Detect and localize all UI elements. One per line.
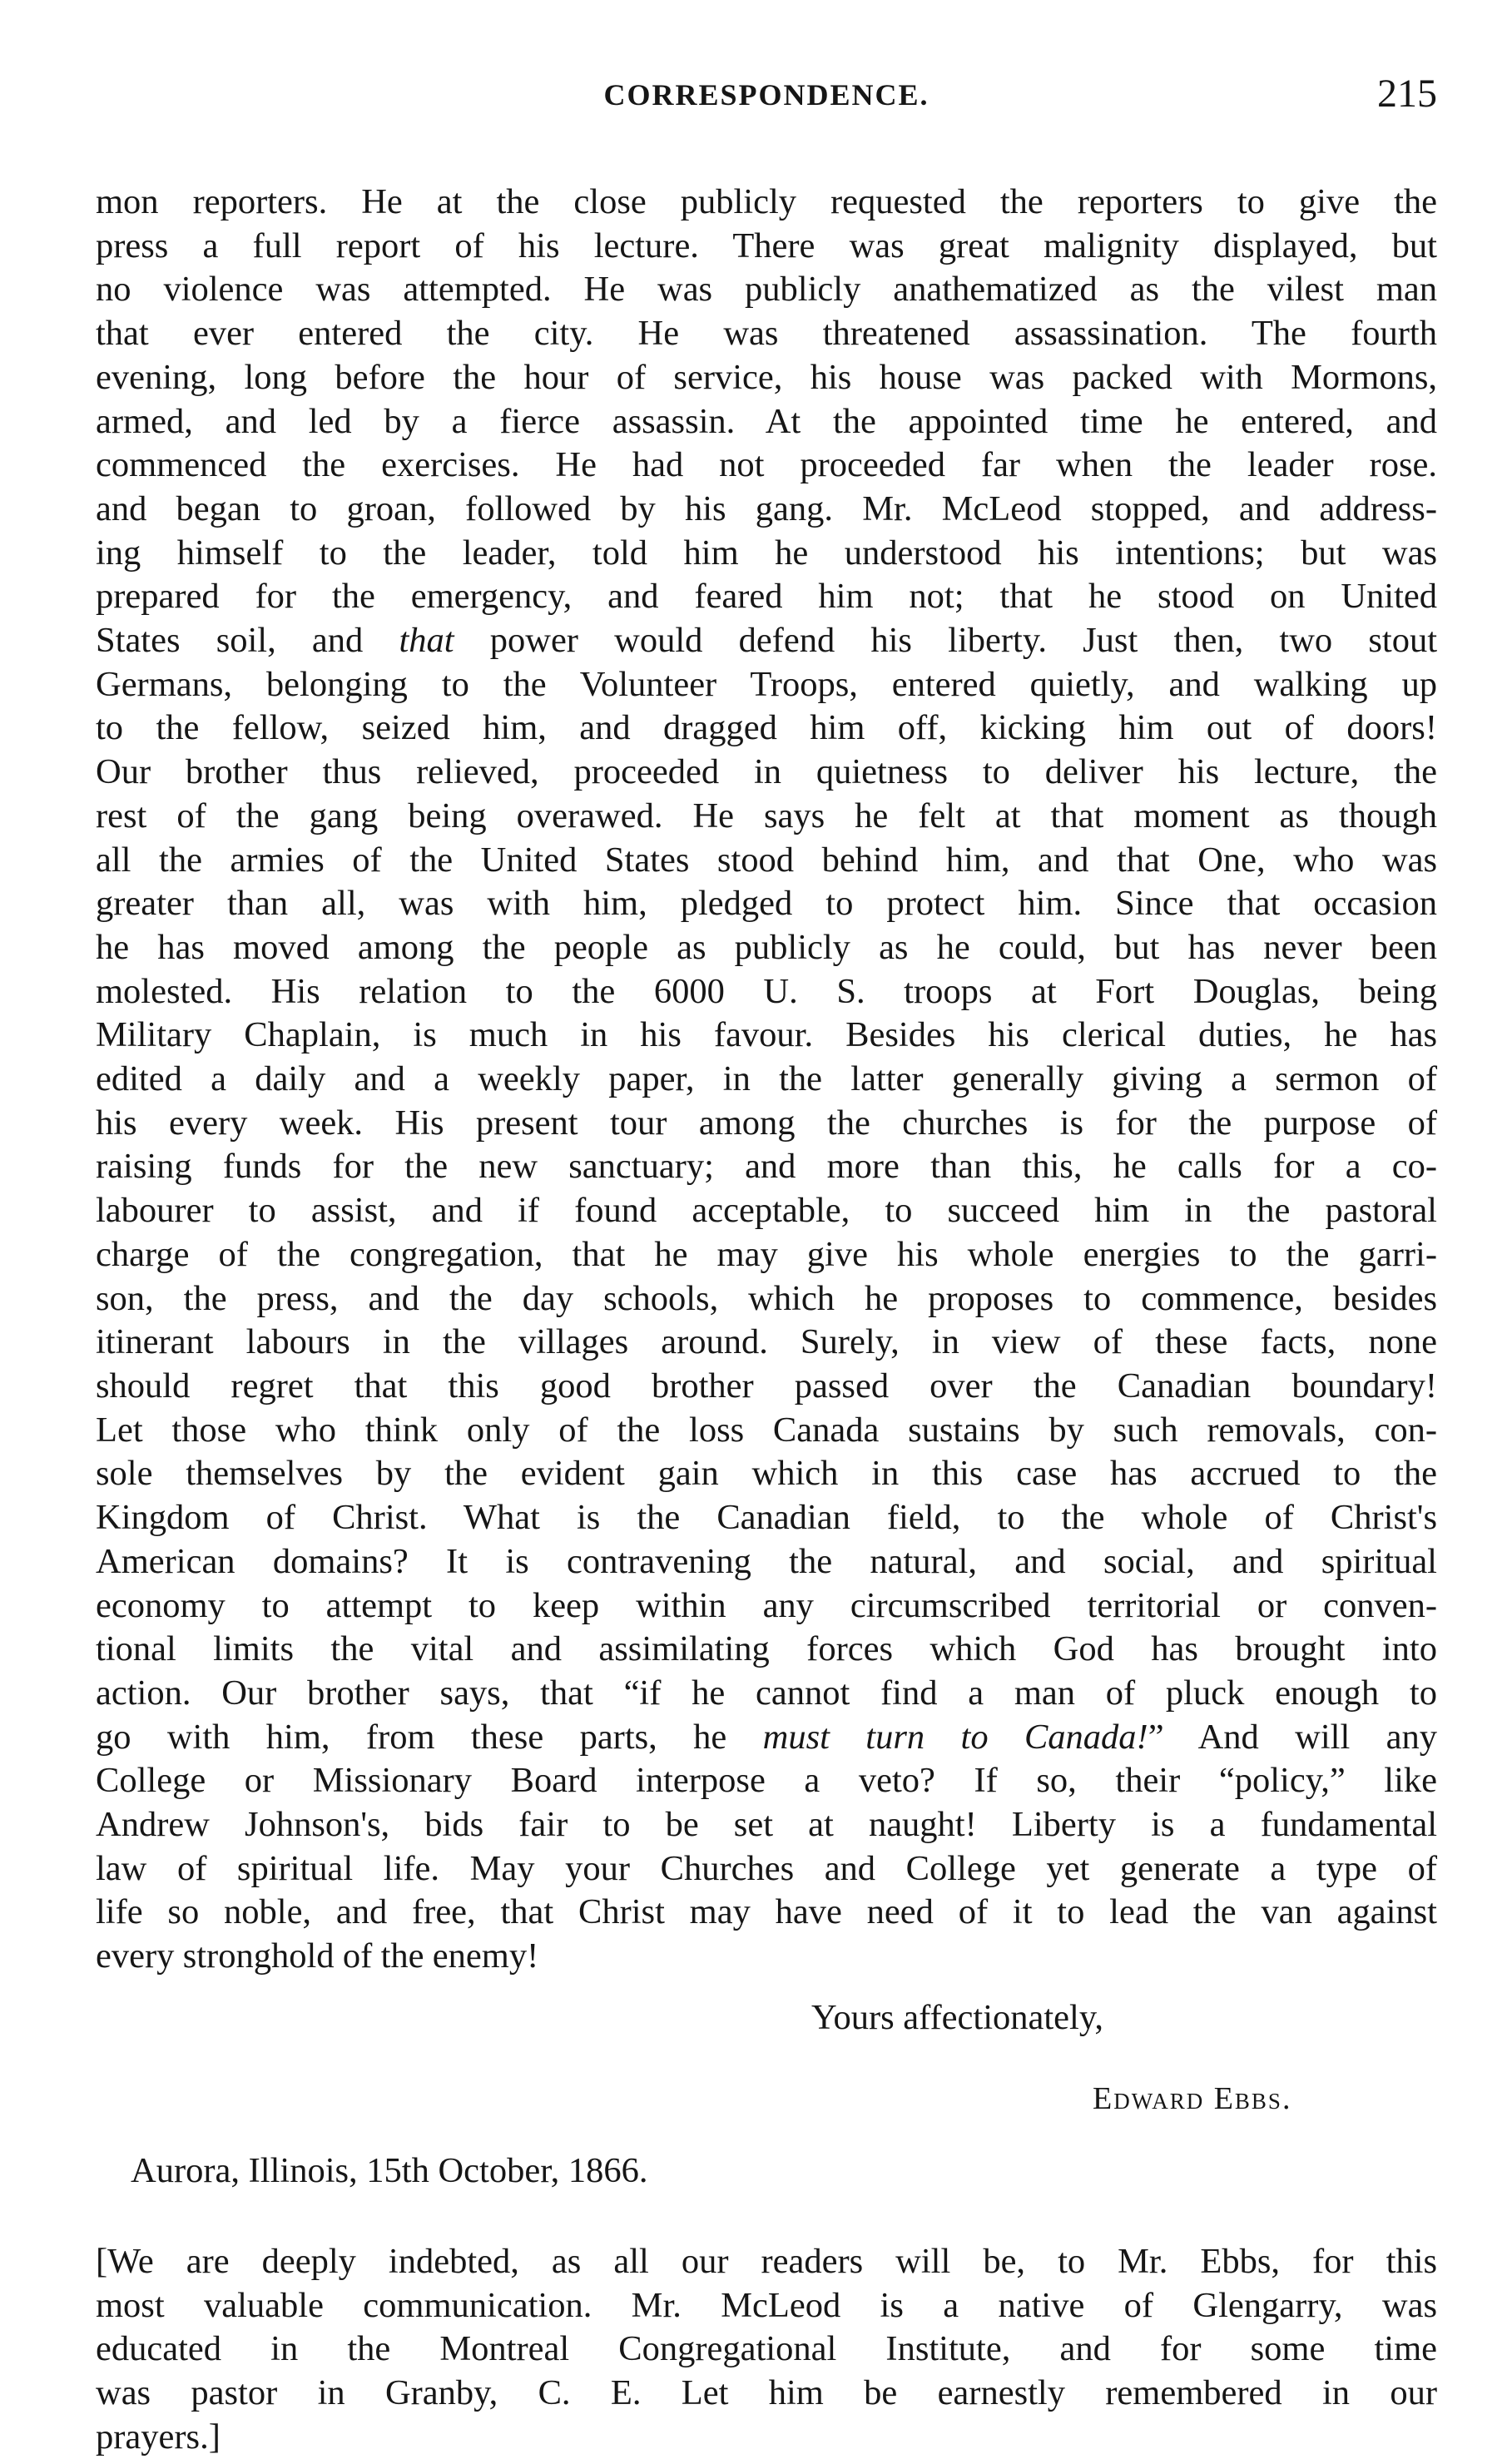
text-line: Military Chaplain, is much in his favour. Besides his clerical duties, he has (96, 1015, 1437, 1055)
text-line: prayers.] (96, 2417, 221, 2457)
text-line: prepared for the emergency, and feared him not; that he stood on United (96, 577, 1437, 617)
text-line: press a full report of his lecture. There was great malignity displayed, but (96, 226, 1437, 265)
text-line: sole themselves by the evident gain which in this case has accrued to the (96, 1454, 1437, 1494)
text-line: rest of the gang being overawed. He says he felt at that moment as though (96, 796, 1437, 835)
text-line: charge of the congregation, that he may give his whole energies to the garri- (96, 1234, 1437, 1274)
text-line: Germans, belonging to the Volunteer Troops, entered quietly, and walking up (96, 664, 1437, 704)
letter-closing: Yours affectionately, (811, 1997, 1103, 2037)
text-line: every stronghold of the enemy! (96, 1936, 539, 1976)
text-line: was pastor in Granby, C. E. Let him be earnestly remembered in our (96, 2372, 1437, 2412)
text-line: labourer to assist, and if found acceptable, to succeed him in the pastoral (96, 1191, 1437, 1231)
text-line: edited a daily and a weekly paper, in the latter generally giving a sermon of (96, 1059, 1437, 1099)
text-line: most valuable communication. Mr. McLeod is a native of Glengarry, was (96, 2285, 1437, 2325)
text-line: should regret that this good brother passed over the Canadian boundary! (96, 1366, 1437, 1405)
text-line: armed, and led by a fierce assassin. At the appointed time he entered, and (96, 401, 1437, 441)
text-line: States soil, and that power would defend his liberty. Just then, two stout (96, 621, 1437, 661)
text-line: to the fellow, seized him, and dragged him off, kicking him out of doors! (96, 708, 1437, 748)
text-line: molested. His relation to the 6000 U. S. troops at Fort Douglas, being (96, 971, 1437, 1011)
text-line: College or Missionary Board interpose a veto? If so, their “policy,” like (96, 1761, 1437, 1801)
text-line: son, the press, and the day schools, which he proposes to commence, besides (96, 1278, 1437, 1318)
text-line: ing himself to the leader, told him he understood his intentions; but was (96, 533, 1437, 573)
text-line: action. Our brother says, that “if he cannot find a man of pluck enough to (96, 1673, 1437, 1713)
text-line: life so noble, and free, that Christ may have need of it to lead the van against (96, 1892, 1437, 1932)
text-line: he has moved among the people as publicly as he could, but has never been (96, 927, 1437, 967)
text-line: itinerant labours in the villages around. Surely, in view of these facts, none (96, 1322, 1437, 1362)
running-title: CORRESPONDENCE. (603, 78, 930, 112)
text-line: American domains? It is contravening the natural, and social, and spiritual (96, 1541, 1437, 1581)
italic-text: that (399, 621, 454, 661)
text-line: educated in the Montreal Congregational Institute, and for some time (96, 2329, 1437, 2369)
text-line: evening, long before the hour of service, his house was packed with Mormons, (96, 357, 1437, 397)
text-line: commenced the exercises. He had not proceeded far when the leader rose. (96, 445, 1437, 485)
letter-signoff (96, 1979, 1437, 2228)
italic-text: must turn to Canada! (762, 1717, 1148, 1757)
text-line: go with him, from these parts, he must turn to Canada!” And will any (96, 1717, 1437, 1757)
text-line: economy to attempt to keep within any circumscribed territorial or conven- (96, 1585, 1437, 1625)
text-line: his every week. His present tour among the churches is for the purpose of (96, 1103, 1437, 1143)
text-line: greater than all, was with him, pledged to protect him. Since that occasion (96, 884, 1437, 924)
text-line: Our brother thus relieved, proceeded in quietness to deliver his lecture, the (96, 752, 1437, 792)
letter-body (96, 181, 1437, 1979)
text-line: [We are deeply indebted, as all our readers will be, to Mr. Ebbs, for this (96, 2241, 1437, 2281)
editor-note (96, 2240, 1437, 2459)
text-line: and began to groan, followed by his gang. Mr. McLeod stopped, and address- (96, 488, 1437, 528)
running-head (96, 71, 1437, 137)
text-line: tional limits the vital and assimilating forces which God has brought into (96, 1629, 1437, 1669)
text-line: that ever entered the city. He was threatened assassination. The fourth (96, 314, 1437, 354)
text-line: all the armies of the United States stood behind him, and that One, who was (96, 840, 1437, 880)
book-page (96, 71, 1437, 2459)
page-number: 215 (1377, 72, 1437, 116)
text-line: no violence was attempted. He was publicly anathematized as the vilest man (96, 270, 1437, 310)
letter-place-date: Aurora, Illinois, 15th October, 1866. (131, 2150, 648, 2190)
text-line: raising funds for the new sanctuary; and more than this, he calls for a co- (96, 1147, 1437, 1187)
text-line: Kingdom of Christ. What is the Canadian field, to the whole of Christ's (96, 1498, 1437, 1538)
text-line: Andrew Johnson's, bids fair to be set at naught! Liberty is a fundamental (96, 1805, 1437, 1845)
text-line: law of spiritual life. May your Churches and College yet generate a type of (96, 1848, 1437, 1888)
text-line: Let those who think only of the loss Canada sustains by such removals, con- (96, 1410, 1437, 1450)
text-line: mon reporters. He at the close publicly requested the reporters to give the (96, 182, 1437, 221)
letter-signature: Edward Ebbs. (1093, 2080, 1292, 2116)
